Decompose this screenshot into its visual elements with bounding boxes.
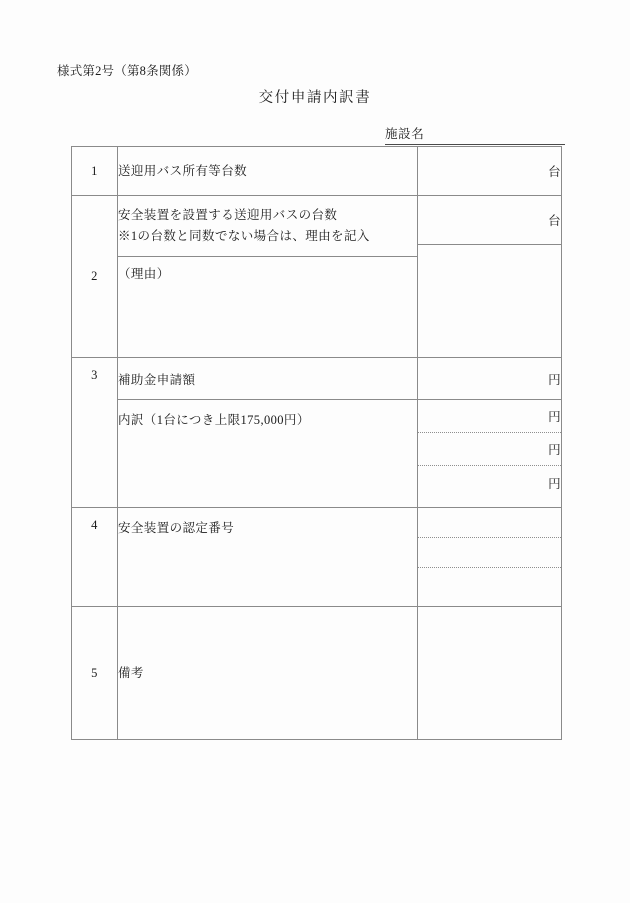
- row-label-line1: 安全装置を設置する送迎用バスの台数: [118, 208, 338, 223]
- row2-label-subtable: [118, 196, 417, 357]
- row-number: 1: [72, 147, 118, 196]
- breakdown-value-input[interactable]: [418, 400, 561, 433]
- row-label: 安全装置の認定番号: [118, 508, 418, 607]
- certification-number-input[interactable]: [418, 508, 561, 538]
- certification-number-input[interactable]: [418, 538, 561, 568]
- row4-value-group: [418, 508, 562, 607]
- facility-name-label: 施設名: [385, 127, 425, 141]
- facility-name-field[interactable]: [385, 124, 565, 145]
- row-number: 3: [72, 358, 118, 508]
- breakdown-value-input[interactable]: [418, 466, 561, 500]
- breakdown-entry-1[interactable]: [418, 400, 561, 433]
- row-value-input[interactable]: [418, 358, 561, 400]
- unit-label: 円: [548, 372, 561, 387]
- row2-heading: [118, 196, 417, 257]
- row-label: 備考: [118, 607, 418, 740]
- row4-value-subtable: [418, 508, 561, 598]
- breakdown-entry-2[interactable]: [418, 433, 561, 466]
- breakdown-value-input[interactable]: [418, 433, 561, 466]
- reason-label: （理由）: [118, 267, 170, 281]
- certification-entry-2[interactable]: [418, 538, 561, 568]
- row-number: 2: [72, 196, 118, 358]
- row-value-input[interactable]: [418, 147, 562, 196]
- row-label: 送迎用バス所有等台数: [118, 147, 418, 196]
- row3-label-group: [118, 358, 418, 508]
- unit-label: 台: [548, 214, 561, 228]
- table-row: [72, 358, 562, 508]
- table-row: [72, 196, 562, 358]
- row2-value-subtable: [418, 196, 561, 338]
- row3-label-subtable: [118, 358, 417, 507]
- row3-value-group: [418, 358, 562, 508]
- remarks-input[interactable]: [418, 607, 562, 740]
- row-label-line2: ※1の台数と同数でない場合は、理由を記入: [118, 229, 370, 243]
- breakdown-entry-3[interactable]: [418, 466, 561, 500]
- row-number: 5: [72, 607, 118, 740]
- row3-total-row: [418, 358, 561, 400]
- row-label: [118, 196, 417, 257]
- row-number: 4: [72, 508, 118, 607]
- reason-spacer-cell: [418, 245, 561, 339]
- page-title: 交付申請内訳書: [258, 90, 372, 106]
- unit-label: 円: [548, 410, 561, 424]
- unit-label: 円: [548, 476, 561, 491]
- row-value-input[interactable]: [418, 196, 561, 245]
- row-label: 補助金申請額: [118, 372, 196, 387]
- row2-reason-area[interactable]: [118, 257, 417, 358]
- row2-value-group: [418, 196, 562, 358]
- row2-unit-row: [418, 196, 561, 245]
- row3-value-subtable: [418, 358, 561, 499]
- application-breakdown-table: [71, 146, 562, 740]
- certification-entry-1[interactable]: [418, 508, 561, 538]
- form-code: 様式第2号（第8条関係）: [57, 64, 197, 78]
- table-row: [72, 508, 562, 607]
- row3-heading: [118, 358, 417, 400]
- certification-entry-3[interactable]: [418, 568, 561, 599]
- row-label-group: [118, 196, 418, 358]
- certification-number-input[interactable]: [418, 568, 561, 599]
- table-row: [72, 607, 562, 740]
- unit-label: 円: [548, 443, 561, 457]
- row2-reason-spacer: [418, 245, 561, 339]
- row3-breakdown: [118, 400, 417, 508]
- breakdown-label: 内訳（1台につき上限175,000円）: [118, 400, 417, 508]
- table-row: [72, 147, 562, 196]
- unit-label: 台: [548, 165, 561, 179]
- reason-input[interactable]: [118, 257, 417, 358]
